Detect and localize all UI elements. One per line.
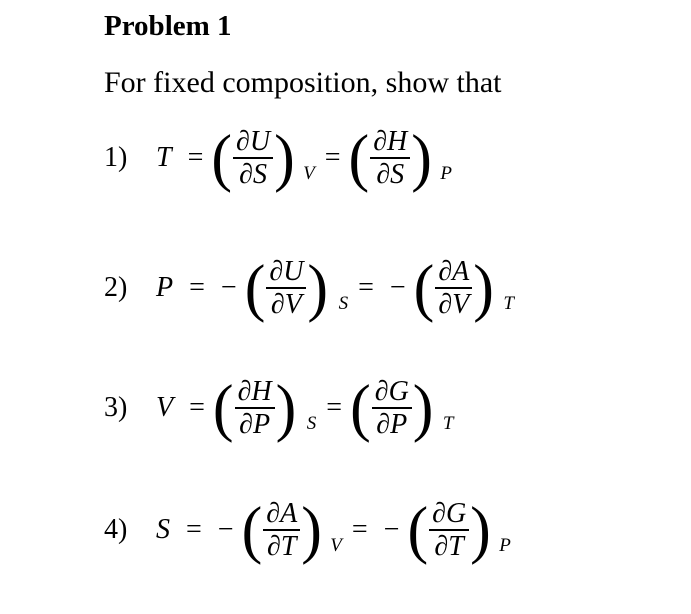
left-paren: ( <box>212 372 234 444</box>
equals-sign: = <box>351 514 368 545</box>
denominator: ∂S <box>239 159 267 190</box>
partial-derivative <box>350 372 454 444</box>
held-constant-subscript: T <box>503 293 514 315</box>
held-constant-subscript: V <box>303 163 315 185</box>
numerator: ∂A <box>263 499 300 531</box>
equation-2 <box>104 243 516 333</box>
held-constant-subscript: P <box>440 163 452 185</box>
numerator: ∂G <box>372 377 412 409</box>
equation-number: 1) <box>104 142 128 173</box>
right-paren: ) <box>411 122 432 194</box>
equals-sign: = <box>189 392 205 423</box>
right-paren: ) <box>275 372 297 444</box>
denominator: ∂V <box>270 289 302 320</box>
denominator: ∂P <box>376 409 408 440</box>
minus-sign: − <box>389 272 406 303</box>
right-paren: ) <box>412 372 434 444</box>
held-constant-subscript: P <box>499 535 511 557</box>
numerator: ∂H <box>235 377 275 409</box>
partial-derivative <box>407 494 511 566</box>
denominator: ∂V <box>438 289 470 320</box>
fraction <box>429 499 469 562</box>
equation-number: 4) <box>104 514 128 545</box>
right-paren: ) <box>473 252 494 324</box>
held-constant-subscript: S <box>306 413 317 435</box>
left-paren: ( <box>348 122 370 194</box>
equation-lhs: T <box>156 142 172 173</box>
denominator: ∂S <box>376 159 405 190</box>
right-paren: ) <box>301 494 322 566</box>
left-paren: ( <box>350 372 371 444</box>
denominator: ∂T <box>267 531 297 562</box>
left-paren: ( <box>413 252 435 324</box>
equals-sign: = <box>324 142 341 173</box>
numerator: ∂H <box>370 127 410 159</box>
left-paren: ( <box>244 252 266 324</box>
equation-number: 3) <box>104 392 128 423</box>
fraction <box>435 257 472 320</box>
partial-derivative <box>212 372 317 444</box>
equals-sign: = <box>187 142 204 173</box>
denominator: ∂T <box>434 531 464 562</box>
fraction <box>370 127 410 190</box>
equals-sign: = <box>326 392 343 423</box>
numerator: ∂U <box>266 257 306 289</box>
partial-derivative <box>211 122 315 194</box>
minus-sign: − <box>383 514 400 545</box>
partial-derivative <box>413 252 514 324</box>
problem-intro: For fixed composition, show that <box>104 66 502 99</box>
right-paren: ) <box>307 252 329 324</box>
equals-sign: = <box>358 272 374 303</box>
equation-4 <box>104 485 513 575</box>
partial-derivative <box>241 494 342 566</box>
left-paren: ( <box>407 494 429 566</box>
partial-derivative <box>348 122 452 194</box>
equation-lhs: S <box>156 514 170 545</box>
equation-number: 2) <box>104 272 128 303</box>
equals-sign: = <box>189 272 205 303</box>
numerator: ∂G <box>429 499 469 531</box>
minus-sign: − <box>220 272 237 303</box>
equation-lhs: P <box>156 272 174 303</box>
equation-lhs: V <box>156 392 174 423</box>
partial-derivative <box>244 252 349 324</box>
numerator: ∂U <box>233 127 273 159</box>
fraction <box>233 127 273 190</box>
left-paren: ( <box>241 494 263 566</box>
fraction <box>266 257 306 320</box>
denominator: ∂P <box>239 409 271 440</box>
right-paren: ) <box>470 494 491 566</box>
equals-sign: = <box>186 514 202 545</box>
problem-title: Problem 1 <box>104 10 232 42</box>
held-constant-subscript: T <box>442 413 454 435</box>
minus-sign: − <box>217 514 234 545</box>
equation-1 <box>104 113 454 203</box>
right-paren: ) <box>274 122 295 194</box>
held-constant-subscript: V <box>330 535 342 557</box>
equation-3 <box>104 363 455 453</box>
fraction <box>235 377 275 440</box>
left-paren: ( <box>211 122 233 194</box>
fraction <box>263 499 300 562</box>
held-constant-subscript: S <box>338 293 349 315</box>
numerator: ∂A <box>435 257 472 289</box>
fraction <box>372 377 412 440</box>
